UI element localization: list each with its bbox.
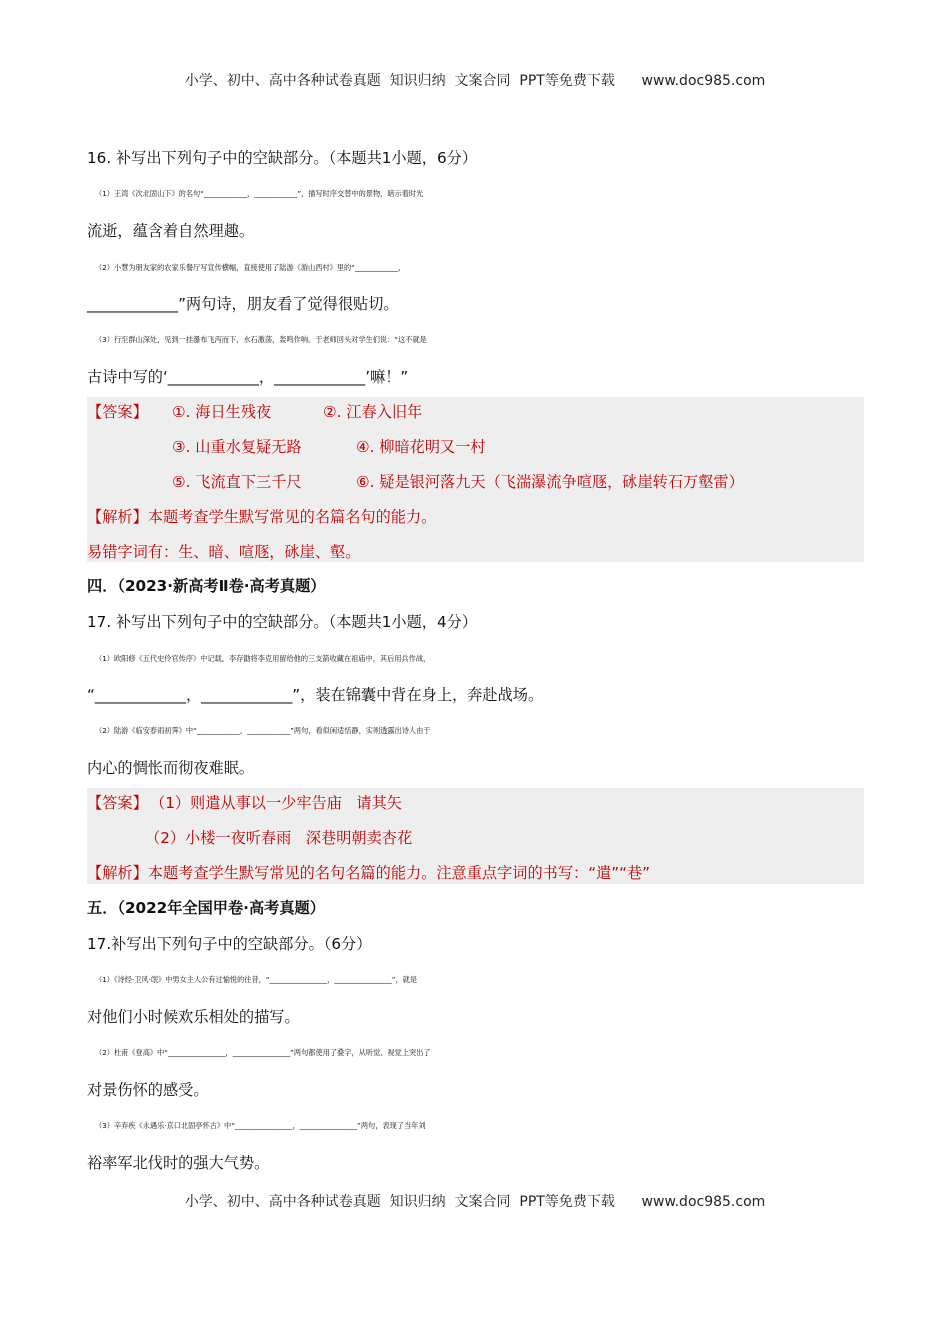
question-16-title: 16. 补写出下列句子中的空缺部分。（本题共1小题，6分） <box>87 149 478 167</box>
page-header: 小学、初中、高中各种试卷真题 知识归纳 文案合同 PPT等免费下载 www.doc985.com <box>184 73 766 89</box>
q16-answer-3: ③. 山重水复疑无路 <box>172 438 302 456</box>
q16-answer-4: ④. 柳暗花明又一村 <box>356 438 486 456</box>
q16-answer-1: ①. 海日生残夜 <box>172 403 272 421</box>
s5-item1-line1: （1）《诗经·卫风·氓》中男女主人公有过愉悦的往昔，“________________，________________”，就是 <box>95 975 418 984</box>
q16-answer-2: ②. 江春入旧年 <box>323 403 423 421</box>
s5-item3-line1: （3）辛弃疾《永遇乐·京口北固亭怀古》中“________________，________________”两句，表现了当年刘 <box>95 1121 426 1130</box>
s4-answer-label: 【答案】 <box>87 794 148 812</box>
s4-answer-1: （1）则遣从事以一少牢告庙 请其矢 <box>150 794 402 812</box>
section-4-title: 四．（2023·新高考Ⅱ卷·高考真题） <box>87 577 326 595</box>
q16-item3-line1: （3）行至群山深处，见到一挂瀑布飞泻而下，水石激荡，轰鸣作响。于老师回头对学生们说：“这不就是 <box>95 335 427 344</box>
q16-analysis: 【解析】本题考查学生默写常见的名篇名句的能力。 <box>87 508 437 526</box>
page-footer: 小学、初中、高中各种试卷真题 知识归纳 文案合同 PPT等免费下载 www.doc985.com <box>184 1194 766 1210</box>
q16-answer-5: ⑤. 飞流直下三千尺 <box>172 473 302 491</box>
q16-typo-note: 易错字词有：生、暗、喧豗，砯崖、壑。 <box>87 543 361 561</box>
q16-item1-line1: （1）王湾《次北固山下》的名句“____________，____________”，描写时序交替中的景物，暗示着时光 <box>95 189 424 198</box>
s4-analysis: 【解析】本题考查学生默写常见的名句名篇的能力。注意重点字词的书写：“遣”“巷” <box>87 864 651 882</box>
s4-answer-2: （2）小楼一夜听春雨 深巷明朝卖杏花 <box>145 829 413 847</box>
s4-item2-line2: 内心的惆怅而彻夜难眠。 <box>87 759 255 777</box>
q16-item3-line2: 古诗中写的‘____________，____________’嘛！” <box>87 368 409 386</box>
s5-item3-line2: 裕率军北伐时的强大气势。 <box>87 1154 270 1172</box>
s4-item1-line1: （1）欧阳修《五代史伶官传序》中记载，李存勖将李克用留给他的三支箭收藏在祖庙中，其后用兵作战， <box>95 654 431 663</box>
s5-item2-line2: 对景伤怀的感受。 <box>87 1081 209 1099</box>
s4-item1-line2: “____________，____________”，装在锦囊中背在身上，奔赴战场。 <box>87 686 544 704</box>
q16-item2-line1: （2）小慧为朋友家的农家乐餐厅写宣传横幅，直接使用了陆游《游山西村》里的“____________， <box>95 263 406 272</box>
s5-question-title: 17.补写出下列句子中的空缺部分。（6分） <box>87 935 372 953</box>
s5-item1-line2: 对他们小时候欢乐相处的描写。 <box>87 1008 300 1026</box>
section-5-title: 五．（2022年全国甲卷·高考真题） <box>87 899 325 917</box>
s4-item2-line1: （2）陆游《临安春雨初霁》中“____________，____________”两句，看似闲适恬静，实则透露出诗人由于 <box>95 726 431 735</box>
question-17-title: 17. 补写出下列句子中的空缺部分。（本题共1小题，4分） <box>87 613 478 631</box>
q16-answer-label: 【答案】 <box>87 403 148 421</box>
q16-answer-6: ⑥. 疑是银河落九天（飞湍瀑流争喧豗，砯崖转石万壑雷） <box>356 473 744 491</box>
q16-item2-line2: ____________”两句诗，朋友看了觉得很贴切。 <box>87 295 399 313</box>
s5-item2-line1: （2）杜甫《登高》中“________________，________________”两句都使用了叠字，从听觉、视觉上突出了 <box>95 1048 431 1057</box>
q16-item1-line2: 流逝，蕴含着自然理趣。 <box>87 222 255 240</box>
